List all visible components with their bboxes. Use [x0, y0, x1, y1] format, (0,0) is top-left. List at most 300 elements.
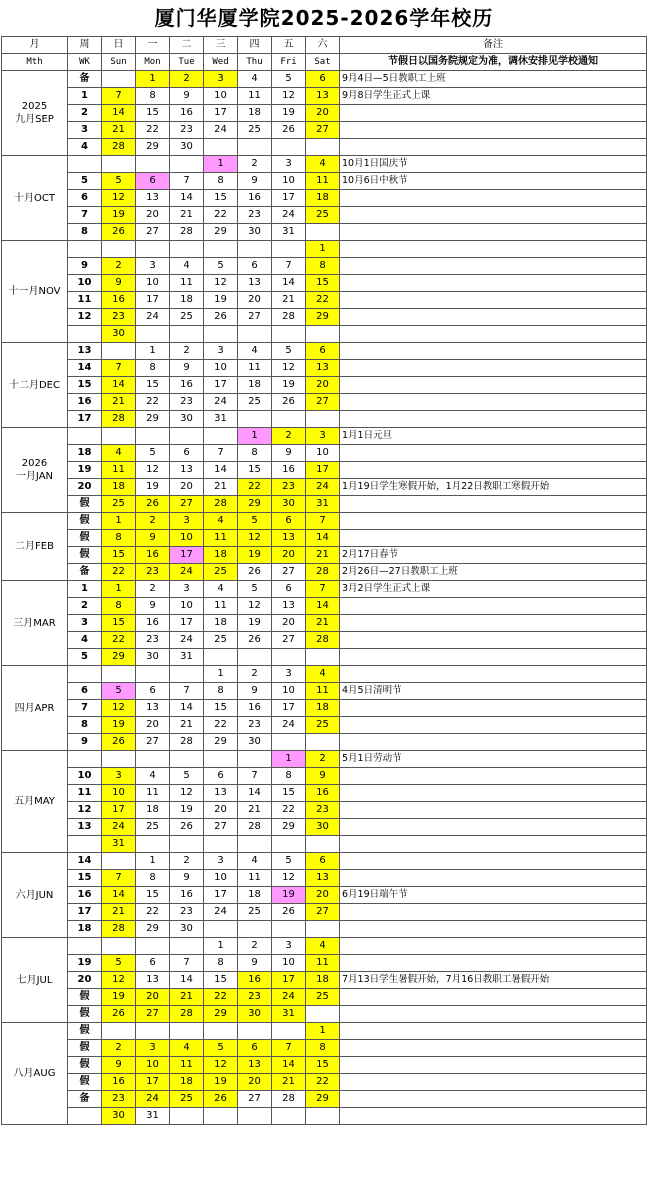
- day-cell-mon: [136, 938, 170, 955]
- day-cell-mon: 17: [136, 1074, 170, 1091]
- day-cell-wed: 29: [204, 1006, 238, 1023]
- month-label: 六月JUN: [2, 853, 68, 938]
- day-cell-sun: 10: [102, 785, 136, 802]
- day-cell-tue: 30: [170, 921, 204, 938]
- note-cell: [340, 632, 647, 649]
- thu-header: 四: [238, 37, 272, 54]
- day-cell-wed: 24: [204, 394, 238, 411]
- day-cell-tue: [170, 666, 204, 683]
- day-cell-tue: [170, 156, 204, 173]
- day-cell-wed: 8: [204, 683, 238, 700]
- day-cell-mon: 1: [136, 853, 170, 870]
- day-cell-fri: 31: [272, 1006, 306, 1023]
- day-cell-sun: 12: [102, 700, 136, 717]
- day-cell-tue: 25: [170, 1091, 204, 1108]
- day-cell-wed: 11: [204, 598, 238, 615]
- month-header: 月: [2, 37, 68, 54]
- day-cell-tue: 30: [170, 139, 204, 156]
- day-cell-thu: 11: [238, 88, 272, 105]
- note-cell: [340, 1040, 647, 1057]
- week-row: [2, 649, 647, 666]
- day-cell-sat: [306, 649, 340, 666]
- day-cell-sat: 31: [306, 496, 340, 513]
- week-number: 9: [68, 734, 102, 751]
- day-cell-fri: 3: [272, 666, 306, 683]
- day-cell-fri: 26: [272, 904, 306, 921]
- day-cell-wed: 18: [204, 547, 238, 564]
- day-cell-wed: 4: [204, 581, 238, 598]
- day-cell-fri: [272, 649, 306, 666]
- day-cell-fri: 27: [272, 564, 306, 581]
- day-cell-sat: 18: [306, 972, 340, 989]
- week-number: 假: [68, 1023, 102, 1040]
- day-cell-wed: 15: [204, 700, 238, 717]
- day-cell-mon: 9: [136, 598, 170, 615]
- day-cell-tue: 24: [170, 632, 204, 649]
- week-row: [2, 751, 647, 768]
- day-cell-tue: [170, 326, 204, 343]
- week-number: 20: [68, 479, 102, 496]
- month-subheader: Mth: [2, 54, 68, 71]
- day-cell-fri: 14: [272, 1057, 306, 1074]
- note-cell: [340, 1108, 647, 1125]
- day-cell-thu: 29: [238, 496, 272, 513]
- day-cell-tue: [170, 1023, 204, 1040]
- week-number: [68, 1108, 102, 1125]
- week-row: [2, 445, 647, 462]
- day-cell-sat: 6: [306, 853, 340, 870]
- day-cell-sat: 8: [306, 258, 340, 275]
- day-cell-tue: 21: [170, 989, 204, 1006]
- day-cell-fri: 30: [272, 496, 306, 513]
- note-cell: 9月4日—5日教职工上班: [340, 71, 647, 88]
- week-number: 19: [68, 462, 102, 479]
- day-cell-fri: 12: [272, 88, 306, 105]
- day-cell-mon: 22: [136, 394, 170, 411]
- note-cell: [340, 360, 647, 377]
- day-cell-sat: 10: [306, 445, 340, 462]
- day-cell-mon: 12: [136, 462, 170, 479]
- day-cell-mon: [136, 428, 170, 445]
- day-cell-sun: 12: [102, 972, 136, 989]
- day-cell-mon: 13: [136, 190, 170, 207]
- day-cell-sun: 14: [102, 887, 136, 904]
- day-cell-tue: 16: [170, 377, 204, 394]
- day-cell-wed: 25: [204, 632, 238, 649]
- day-cell-sat: 28: [306, 632, 340, 649]
- day-cell-sun: [102, 156, 136, 173]
- note-cell: [340, 598, 647, 615]
- week-number: 备: [68, 71, 102, 88]
- month-label: 2025 九月SEP: [2, 71, 68, 156]
- day-cell-mon: 25: [136, 819, 170, 836]
- day-cell-tue: 9: [170, 360, 204, 377]
- day-cell-sat: 22: [306, 292, 340, 309]
- day-cell-thu: 12: [238, 598, 272, 615]
- day-cell-thu: [238, 326, 272, 343]
- day-cell-tue: 24: [170, 564, 204, 581]
- day-cell-sun: 19: [102, 207, 136, 224]
- day-cell-sat: 22: [306, 1074, 340, 1091]
- day-cell-mon: 26: [136, 496, 170, 513]
- day-cell-sat: 25: [306, 717, 340, 734]
- day-cell-fri: 19: [272, 105, 306, 122]
- week-row: [2, 224, 647, 241]
- day-cell-fri: 27: [272, 632, 306, 649]
- note-cell: [340, 938, 647, 955]
- day-cell-sun: 15: [102, 547, 136, 564]
- day-cell-tue: 26: [170, 819, 204, 836]
- week-number: 13: [68, 343, 102, 360]
- day-cell-tue: 17: [170, 615, 204, 632]
- day-cell-mon: [136, 666, 170, 683]
- note-cell: 1月1日元旦: [340, 428, 647, 445]
- day-cell-sat: 11: [306, 683, 340, 700]
- week-number: 10: [68, 768, 102, 785]
- day-cell-thu: 4: [238, 343, 272, 360]
- day-cell-sat: 4: [306, 666, 340, 683]
- day-cell-tue: 7: [170, 955, 204, 972]
- week-row: [2, 938, 647, 955]
- day-cell-wed: 10: [204, 870, 238, 887]
- day-cell-sun: 7: [102, 870, 136, 887]
- day-cell-thu: 23: [238, 989, 272, 1006]
- day-cell-tue: [170, 241, 204, 258]
- note-cell: [340, 530, 647, 547]
- day-cell-sun: 12: [102, 190, 136, 207]
- day-cell-wed: 27: [204, 819, 238, 836]
- day-cell-sat: 20: [306, 887, 340, 904]
- day-cell-thu: 20: [238, 292, 272, 309]
- week-number: 1: [68, 581, 102, 598]
- day-cell-sat: 17: [306, 462, 340, 479]
- week-row: [2, 785, 647, 802]
- fri-header: 五: [272, 37, 306, 54]
- day-cell-fri: [272, 836, 306, 853]
- day-cell-sat: 27: [306, 122, 340, 139]
- note-cell: [340, 190, 647, 207]
- week-number: 7: [68, 700, 102, 717]
- day-cell-thu: 26: [238, 564, 272, 581]
- day-cell-sat: 29: [306, 309, 340, 326]
- week-number: 3: [68, 122, 102, 139]
- day-cell-thu: [238, 751, 272, 768]
- day-cell-mon: 10: [136, 275, 170, 292]
- day-cell-sun: 1: [102, 581, 136, 598]
- day-cell-mon: 23: [136, 564, 170, 581]
- day-cell-sat: 2: [306, 751, 340, 768]
- week-number: 16: [68, 394, 102, 411]
- day-cell-mon: 30: [136, 649, 170, 666]
- week-row: [2, 547, 647, 564]
- day-cell-sat: 18: [306, 700, 340, 717]
- day-cell-mon: 6: [136, 955, 170, 972]
- week-number: [68, 428, 102, 445]
- week-number: [68, 751, 102, 768]
- note-cell: [340, 207, 647, 224]
- day-cell-fri: [272, 1108, 306, 1125]
- day-cell-sat: 3: [306, 428, 340, 445]
- day-cell-sat: 21: [306, 615, 340, 632]
- day-cell-mon: 24: [136, 1091, 170, 1108]
- day-cell-fri: [272, 1023, 306, 1040]
- header-row: [2, 37, 647, 54]
- week-number: 20: [68, 972, 102, 989]
- day-cell-sun: [102, 343, 136, 360]
- day-cell-mon: 24: [136, 309, 170, 326]
- day-cell-wed: [204, 649, 238, 666]
- day-cell-tue: 28: [170, 224, 204, 241]
- day-cell-sun: 30: [102, 1108, 136, 1125]
- day-cell-sat: 14: [306, 530, 340, 547]
- day-cell-tue: 14: [170, 972, 204, 989]
- week-number: 2: [68, 598, 102, 615]
- note-cell: [340, 1006, 647, 1023]
- note-cell: [340, 445, 647, 462]
- day-cell-sat: 27: [306, 904, 340, 921]
- week-number: 10: [68, 275, 102, 292]
- day-cell-thu: 9: [238, 955, 272, 972]
- day-cell-thu: 16: [238, 700, 272, 717]
- week-row: [2, 275, 647, 292]
- day-cell-mon: 22: [136, 904, 170, 921]
- day-cell-mon: 3: [136, 258, 170, 275]
- day-cell-mon: 19: [136, 479, 170, 496]
- note-cell: [340, 1074, 647, 1091]
- day-cell-tue: 7: [170, 683, 204, 700]
- day-cell-sat: 28: [306, 564, 340, 581]
- week-number: 17: [68, 411, 102, 428]
- day-cell-sun: 14: [102, 377, 136, 394]
- note-cell: [340, 343, 647, 360]
- day-cell-sat: 7: [306, 581, 340, 598]
- day-cell-sun: 1: [102, 513, 136, 530]
- week-row: [2, 768, 647, 785]
- day-cell-tue: 18: [170, 1074, 204, 1091]
- day-cell-fri: 24: [272, 207, 306, 224]
- note-cell: [340, 224, 647, 241]
- day-cell-wed: 24: [204, 904, 238, 921]
- day-cell-wed: 12: [204, 275, 238, 292]
- week-row: [2, 105, 647, 122]
- day-cell-wed: [204, 326, 238, 343]
- day-cell-mon: 16: [136, 615, 170, 632]
- day-cell-mon: 2: [136, 513, 170, 530]
- week-number: 假: [68, 1057, 102, 1074]
- week-row: [2, 1108, 647, 1125]
- day-cell-mon: 4: [136, 768, 170, 785]
- week-row: [2, 122, 647, 139]
- week-number: 2: [68, 105, 102, 122]
- day-cell-tue: 25: [170, 309, 204, 326]
- day-cell-fri: 13: [272, 530, 306, 547]
- day-cell-sun: 24: [102, 819, 136, 836]
- day-cell-fri: 3: [272, 156, 306, 173]
- week-row: [2, 156, 647, 173]
- day-cell-thu: 13: [238, 1057, 272, 1074]
- day-cell-wed: 4: [204, 513, 238, 530]
- day-cell-sun: 19: [102, 717, 136, 734]
- day-cell-tue: 14: [170, 700, 204, 717]
- note-cell: [340, 921, 647, 938]
- month-label: 七月JUL: [2, 938, 68, 1023]
- fri-subheader: Fri: [272, 54, 306, 71]
- day-cell-mon: 15: [136, 887, 170, 904]
- note-cell: [340, 717, 647, 734]
- week-number: 假: [68, 1006, 102, 1023]
- note-cell: [340, 258, 647, 275]
- day-cell-wed: 20: [204, 802, 238, 819]
- day-cell-sat: 6: [306, 343, 340, 360]
- week-row: [2, 564, 647, 581]
- day-cell-sat: 13: [306, 88, 340, 105]
- day-cell-mon: 22: [136, 122, 170, 139]
- note-cell: 7月13日学生暑假开始，7月16日教职工暑假开始: [340, 972, 647, 989]
- sun-header: 日: [102, 37, 136, 54]
- day-cell-mon: 29: [136, 139, 170, 156]
- week-number: 备: [68, 564, 102, 581]
- day-cell-sun: 17: [102, 802, 136, 819]
- day-cell-sun: 26: [102, 734, 136, 751]
- day-cell-wed: 17: [204, 377, 238, 394]
- day-cell-wed: 7: [204, 445, 238, 462]
- day-cell-wed: 13: [204, 785, 238, 802]
- day-cell-tue: 16: [170, 105, 204, 122]
- day-cell-mon: 6: [136, 683, 170, 700]
- day-cell-wed: 29: [204, 224, 238, 241]
- day-cell-fri: 10: [272, 173, 306, 190]
- day-cell-wed: [204, 921, 238, 938]
- day-cell-sun: [102, 751, 136, 768]
- week-row: [2, 258, 647, 275]
- day-cell-sun: 23: [102, 1091, 136, 1108]
- day-cell-tue: 4: [170, 258, 204, 275]
- note-cell: [340, 411, 647, 428]
- day-cell-fri: 10: [272, 955, 306, 972]
- day-cell-thu: 25: [238, 904, 272, 921]
- day-cell-tue: 14: [170, 190, 204, 207]
- note-cell: [340, 377, 647, 394]
- day-cell-mon: 20: [136, 717, 170, 734]
- week-number: 18: [68, 921, 102, 938]
- week-row: [2, 411, 647, 428]
- day-cell-sat: 11: [306, 173, 340, 190]
- day-cell-wed: 18: [204, 615, 238, 632]
- day-cell-sat: [306, 734, 340, 751]
- day-cell-thu: 2: [238, 938, 272, 955]
- day-cell-thu: 1: [238, 428, 272, 445]
- thu-subheader: Thu: [238, 54, 272, 71]
- week-number: 15: [68, 870, 102, 887]
- day-cell-fri: [272, 734, 306, 751]
- sat-header: 六: [306, 37, 340, 54]
- day-cell-thu: [238, 649, 272, 666]
- day-cell-mon: 1: [136, 71, 170, 88]
- day-cell-sun: 15: [102, 615, 136, 632]
- day-cell-mon: 16: [136, 547, 170, 564]
- week-row: [2, 972, 647, 989]
- week-number: 4: [68, 139, 102, 156]
- day-cell-fri: 7: [272, 1040, 306, 1057]
- day-cell-sun: 23: [102, 309, 136, 326]
- day-cell-wed: 12: [204, 1057, 238, 1074]
- day-cell-thu: 26: [238, 632, 272, 649]
- day-cell-tue: 2: [170, 853, 204, 870]
- day-cell-sat: 11: [306, 955, 340, 972]
- day-cell-sun: 5: [102, 955, 136, 972]
- note-cell: 10月1日国庆节: [340, 156, 647, 173]
- week-number: [68, 326, 102, 343]
- day-cell-sun: 16: [102, 292, 136, 309]
- note-cell: 10月6日中秋节: [340, 173, 647, 190]
- day-cell-thu: 8: [238, 445, 272, 462]
- day-cell-tue: 11: [170, 1057, 204, 1074]
- day-cell-wed: 5: [204, 1040, 238, 1057]
- day-cell-tue: 23: [170, 122, 204, 139]
- day-cell-mon: 8: [136, 870, 170, 887]
- day-cell-thu: 6: [238, 1040, 272, 1057]
- day-cell-fri: 28: [272, 1091, 306, 1108]
- day-cell-fri: [272, 921, 306, 938]
- day-cell-mon: 13: [136, 972, 170, 989]
- day-cell-tue: 18: [170, 292, 204, 309]
- day-cell-thu: [238, 1023, 272, 1040]
- note-cell: 2月26日—27日教职工上班: [340, 564, 647, 581]
- day-cell-tue: [170, 1108, 204, 1125]
- day-cell-tue: [170, 751, 204, 768]
- day-cell-wed: 14: [204, 462, 238, 479]
- day-cell-sat: 8: [306, 1040, 340, 1057]
- day-cell-mon: 27: [136, 1006, 170, 1023]
- day-cell-fri: 6: [272, 513, 306, 530]
- note-cell: [340, 836, 647, 853]
- note-cell: 9月8日学生正式上课: [340, 88, 647, 105]
- day-cell-tue: 7: [170, 173, 204, 190]
- day-cell-sun: 29: [102, 649, 136, 666]
- day-cell-mon: 29: [136, 921, 170, 938]
- day-cell-sun: 7: [102, 88, 136, 105]
- week-row: [2, 479, 647, 496]
- day-cell-fri: 26: [272, 394, 306, 411]
- day-cell-fri: 20: [272, 615, 306, 632]
- day-cell-fri: [272, 326, 306, 343]
- holiday-notice: 节假日以国务院规定为准，调休安排见学校通知: [340, 54, 647, 71]
- week-number: 16: [68, 887, 102, 904]
- day-cell-sat: 23: [306, 802, 340, 819]
- week-row: [2, 309, 647, 326]
- week-number: 假: [68, 496, 102, 513]
- note-cell: [340, 853, 647, 870]
- day-cell-mon: 13: [136, 700, 170, 717]
- note-cell: [340, 904, 647, 921]
- day-cell-fri: 5: [272, 853, 306, 870]
- week-row: [2, 428, 647, 445]
- note-cell: [340, 819, 647, 836]
- day-cell-thu: 7: [238, 768, 272, 785]
- day-cell-sun: 2: [102, 258, 136, 275]
- day-cell-sun: 16: [102, 1074, 136, 1091]
- day-cell-tue: 21: [170, 717, 204, 734]
- month-label: 2026 一月JAN: [2, 428, 68, 513]
- week-number: 6: [68, 683, 102, 700]
- day-cell-mon: 18: [136, 802, 170, 819]
- day-cell-thu: 9: [238, 683, 272, 700]
- tue-subheader: Tue: [170, 54, 204, 71]
- day-cell-tue: 2: [170, 343, 204, 360]
- note-cell: [340, 292, 647, 309]
- week-number: 3: [68, 615, 102, 632]
- day-cell-mon: [136, 156, 170, 173]
